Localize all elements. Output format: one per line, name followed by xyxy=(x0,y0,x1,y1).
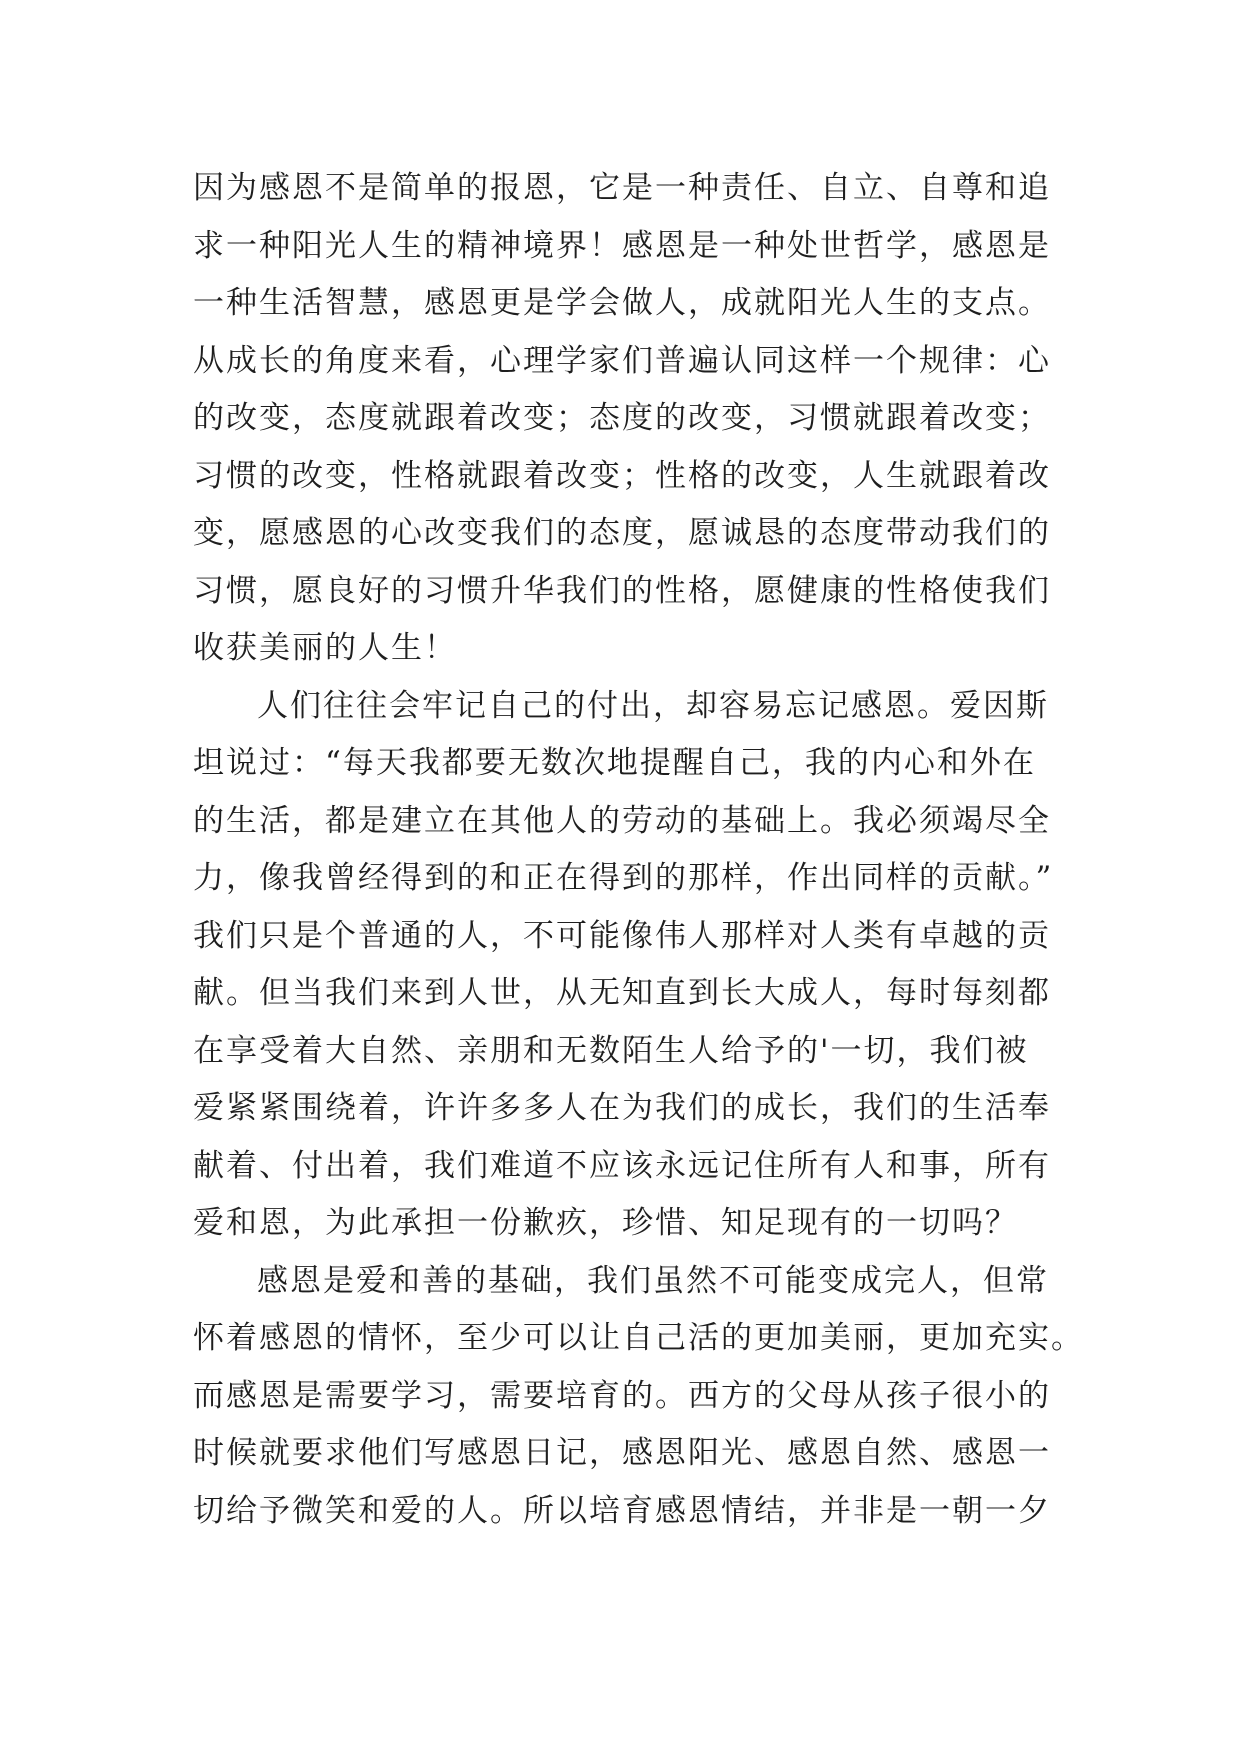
text-line: 献着、付出着，我们难道不应该永远记住所有人和事，所有 xyxy=(193,1147,1051,1184)
text-line: 收获美丽的人生！ xyxy=(193,630,457,666)
text-line: 因为感恩不是简单的报恩，它是一种责任、自立、自尊和追 xyxy=(193,170,1051,206)
text-line: 怀着感恩的情怀，至少可以让自己活的更加美丽，更加充实。 xyxy=(193,1320,1084,1356)
paragraph-1 xyxy=(193,160,1073,678)
text-line: 的生活，都是建立在其他人的劳动的基础上。我必须竭尽全 xyxy=(193,802,1051,839)
text-line: 力，像我曾经得到的和正在得到的那样，作出同样的贡献。” xyxy=(193,860,1054,896)
paragraph-3 xyxy=(193,1253,1084,1541)
paragraph-2 xyxy=(193,678,1073,1253)
text-line: 献。但当我们来到人世，从无知直到长大成人，每时每刻都 xyxy=(193,975,1051,1011)
text-line-indented: 人们往往会牢记自己的付出，却容易忘记感恩。爱因斯 xyxy=(257,687,1049,724)
text-line: 的改变，态度就跟着改变；态度的改变，习惯就跟着改变； xyxy=(193,400,1051,436)
text-line: 一种生活智慧，感恩更是学会做人，成就阳光人生的支点。 xyxy=(193,285,1051,321)
text-line: 在享受着大自然、亲朋和无数陌生人给予的'一切，我们被 xyxy=(193,1032,1029,1069)
text-line: 爱和恩，为此承担一份歉疚，珍惜、知足现有的一切吗？ xyxy=(193,1205,1018,1241)
text-line: 而感恩是需要学习，需要培育的。西方的父母从孩子很小的 xyxy=(193,1377,1051,1414)
text-line: 我们只是个普通的人，不可能像伟人那样对人类有卓越的贡 xyxy=(193,917,1051,954)
document-body xyxy=(193,160,1084,1540)
text-line: 从成长的角度来看，心理学家们普遍认同这样一个规律：心 xyxy=(193,342,1051,379)
text-line: 时候就要求他们写感恩日记，感恩阳光、感恩自然、感恩一 xyxy=(193,1435,1051,1471)
text-line: 坦说过：“每天我都要无数次地提醒自己，我的内心和外在 xyxy=(193,745,1036,781)
text-line: 习惯的改变，性格就跟着改变；性格的改变，人生就跟着改 xyxy=(193,457,1051,494)
text-line: 习惯，愿良好的习惯升华我们的性格，愿健康的性格使我们 xyxy=(193,572,1051,609)
text-line: 求一种阳光人生的精神境界！感恩是一种处世哲学，感恩是 xyxy=(193,227,1051,264)
text-line: 切给予微笑和爱的人。所以培育感恩情结，并非是一朝一夕 xyxy=(193,1492,1051,1529)
text-line-indented: 感恩是爱和善的基础，我们虽然不可能变成完人，但常 xyxy=(257,1262,1049,1299)
text-line: 爱紧紧围绕着，许许多多人在为我们的成长，我们的生活奉 xyxy=(193,1090,1051,1126)
text-line: 变，愿感恩的心改变我们的态度，愿诚恳的态度带动我们的 xyxy=(193,515,1051,551)
